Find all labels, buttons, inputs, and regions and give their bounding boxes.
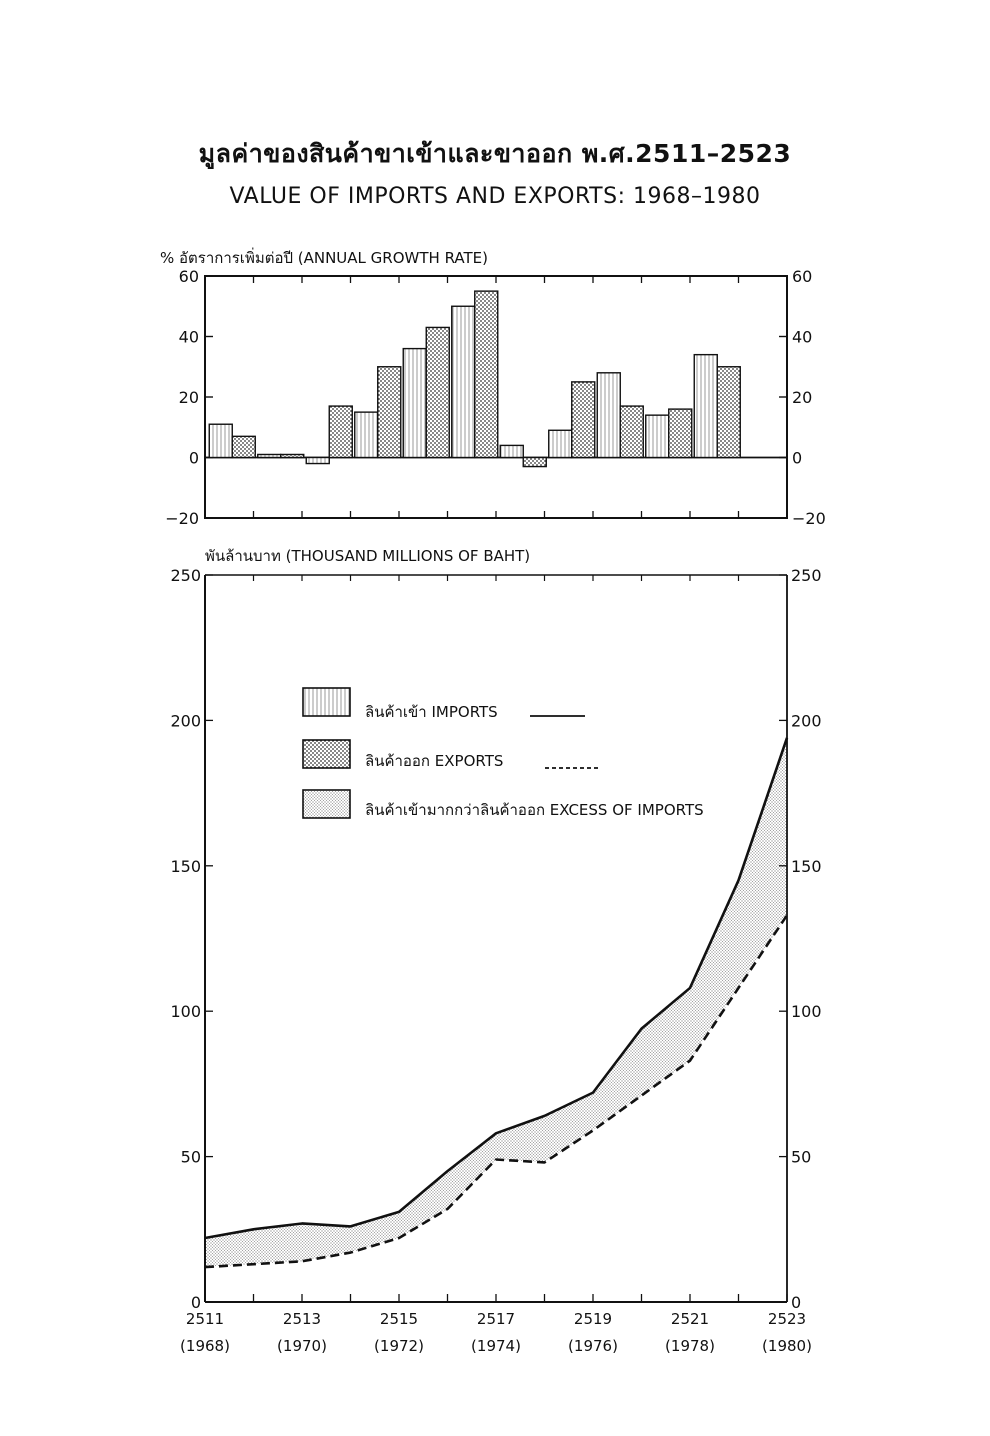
value-ytick-label-left: 50	[180, 1147, 201, 1167]
value-xtick-label: 2523	[767, 1310, 807, 1328]
value-chart	[170, 547, 821, 1355]
growth-ytick-label-right: −20	[792, 509, 826, 528]
exports-growth-bar	[281, 454, 304, 457]
chart-title-english: VALUE OF IMPORTS AND EXPORTS: 1968–1980	[229, 184, 761, 209]
exports-growth-bar	[572, 382, 595, 458]
value-ylabel: พันล้านบาท (THOUSAND MILLIONS OF BAHT)	[205, 547, 531, 565]
legend-exports-label: ลินค้าออก EXPORTS	[365, 752, 504, 770]
growth-ytick-label-right: 20	[792, 388, 813, 407]
legend-imports-label: ลินค้าเข้า IMPORTS	[365, 703, 498, 721]
imports-swatch	[303, 688, 350, 716]
value-xtick-label: 2513	[282, 1310, 322, 1328]
value-ytick-label-right: 200	[791, 711, 822, 731]
value-ytick-label-right: 50	[791, 1147, 812, 1167]
imports-growth-bar	[597, 373, 620, 458]
imports-growth-bar	[258, 454, 281, 457]
value-ytick-label-right: 0	[791, 1293, 802, 1312]
growth-ytick-label-right: 60	[792, 267, 813, 286]
value-xtick-year-label: (1968)	[180, 1337, 230, 1355]
value-xtick-label: 2517	[476, 1310, 516, 1328]
excess-swatch	[303, 790, 350, 818]
chart-title-thai: มูลค่าของสินค้าขาเข้าและขาออก พ.ศ.2511–2523	[198, 139, 792, 168]
growth-ytick-label-left: 60	[178, 267, 199, 286]
value-xtick-year-label: (1980)	[762, 1337, 812, 1355]
value-ytick-label-left: 250	[170, 566, 201, 585]
growth-ytick-label-left: 0	[188, 448, 199, 468]
growth-ylabel: % อัตราการเพิ่มต่อปี (ANNUAL GROWTH RATE)	[160, 249, 488, 267]
value-ytick-label-left: 150	[170, 856, 201, 876]
exports-growth-bar	[378, 367, 401, 458]
value-xtick-label: 2521	[670, 1310, 710, 1328]
imports-growth-bar	[500, 445, 523, 457]
value-ytick-label-right: 100	[791, 1002, 822, 1022]
exports-growth-bar	[329, 406, 352, 457]
growth-ytick-label-right: 40	[792, 327, 813, 347]
exports-growth-bar	[475, 291, 498, 457]
value-xtick-year-label: (1976)	[568, 1337, 618, 1355]
imports-growth-bar	[452, 306, 475, 457]
legend-excess-label: ลินค้าเข้ามากกว่าลินค้าออก EXCESS OF IMPORTS	[365, 801, 704, 819]
exports-growth-bar	[717, 367, 740, 458]
value-ytick-label-left: 0	[190, 1293, 201, 1312]
exports-growth-bar	[620, 406, 643, 457]
exports-growth-bar	[669, 409, 692, 457]
growth-ytick-label-left: 40	[178, 327, 199, 347]
imports-growth-bar	[646, 415, 669, 457]
value-ytick-label-right: 150	[791, 856, 822, 876]
value-ytick-label-right: 250	[791, 566, 822, 585]
value-xtick-year-label: (1978)	[665, 1337, 715, 1355]
exports-growth-bar	[232, 436, 255, 457]
value-xtick-year-label: (1972)	[374, 1337, 424, 1355]
imports-growth-bar	[209, 424, 232, 457]
imports-growth-bar	[549, 430, 572, 457]
value-xtick-year-label: (1974)	[471, 1337, 521, 1355]
value-xtick-label: 2519	[573, 1310, 613, 1328]
value-ytick-label-left: 100	[170, 1002, 201, 1022]
imports-growth-bar	[306, 458, 329, 464]
growth-ytick-label-left: −20	[165, 509, 199, 528]
value-xtick-label: 2511	[185, 1310, 225, 1328]
growth-ytick-label-right: 0	[792, 448, 803, 468]
imports-growth-bar	[355, 412, 378, 457]
exports-growth-bar	[523, 458, 546, 467]
legend	[303, 688, 704, 819]
exports-swatch	[303, 740, 350, 768]
growth-ytick-label-left: 20	[178, 388, 199, 407]
value-xtick-year-label: (1970)	[277, 1337, 327, 1355]
value-ytick-label-left: 200	[170, 711, 201, 731]
growth-rate-chart	[160, 247, 826, 528]
exports-growth-bar	[426, 327, 449, 457]
value-xtick-label: 2515	[379, 1310, 419, 1328]
imports-growth-bar	[403, 349, 426, 458]
imports-growth-bar	[694, 355, 717, 458]
